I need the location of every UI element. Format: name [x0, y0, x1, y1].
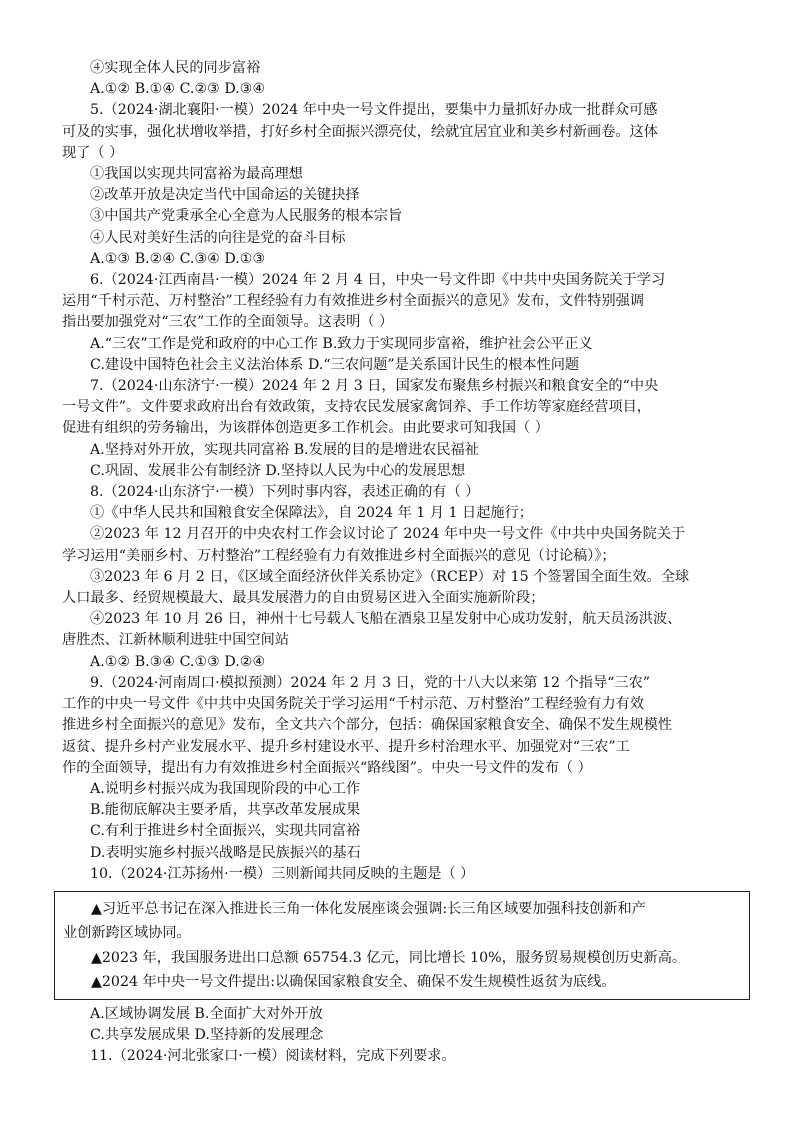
- news-item-3: ▲2024 年中央一号文件提出:以确保国家粮食安全、确保不发生规模性返贫为底线。: [91, 974, 616, 991]
- q7-stem-line-2: 一号文件”。文件要求政府出台有效政策，支持农民发展家禽饲养、手工作坊等家庭经营项目，: [62, 399, 651, 416]
- q11-stem: 11.（2024·河北张家口·一模）阅读材料，完成下列要求。: [90, 1048, 456, 1065]
- question-7: [62, 376, 742, 482]
- question-5: [62, 100, 742, 270]
- q5-option-1: ①我国以实现共同富裕为最高理想: [90, 166, 303, 183]
- q10-stem: 10.（2024·江苏扬州·一模）三则新闻共同反映的主题是（ ）: [90, 865, 475, 882]
- q8-stem: 8.（2024·山东济宁·一模）下列时事内容，表述正确的有（ ）: [90, 484, 480, 501]
- q5-stem-line-3: 现了（ ）: [62, 144, 124, 161]
- q5-option-2: ②改革开放是决定当代中国命运的关键抉择: [90, 187, 360, 204]
- q9-option-c: C.有利于推进乡村全面振兴，实现共同富裕: [90, 823, 361, 840]
- q8-choices: A.①② B.③④ C.①③ D.②④: [90, 653, 266, 670]
- q6-options-cd: C.建设中国特色社会主义法治体系 D.“三农问题”是关系国计民生的根本性问题: [90, 356, 580, 373]
- q9-stem-line-5: 作的全面领导，提出有力有效推进乡村全面振兴“路线图”。中央一号文件的发布（ ）: [62, 759, 592, 776]
- q8-item-4-line-1: ④2023 年 10 月 26 日，神州十七号载人飞船在酒泉卫星发射中心成功发射，航天员汤洪波、: [90, 611, 682, 628]
- q9-stem-line-3: 推进乡村全面振兴的意见》发布，全文共六个部分，包括：确保国家粮食安全、确保不发生规模性: [62, 717, 673, 734]
- q8-item-3-line-2: 人口最多、经贸规模最大、最具发展潜力的自由贸易区进入全面实施新阶段；: [62, 590, 545, 607]
- q6-stem-line-3: 指出要加强党对“三农”工作的全面领导。这表明（ ）: [62, 314, 394, 331]
- q5-stem-line-1: 5.（2024·湖北襄阳·一模）2024 年中央一号文件提出，要集中力量抓好办成一批群众可感: [90, 102, 658, 119]
- q10-options-ab: A.区域协调发展 B.全面扩大对外开放: [90, 1005, 323, 1022]
- q9-option-b: B.能彻底解决主要矛盾，共享改革发展成果: [90, 802, 361, 819]
- exam-page: [62, 58, 742, 1068]
- news-item-2: ▲2023 年，我国服务进出口总额 65754.3 亿元，同比增长 10%，服务贸易规模创历史新高。: [91, 949, 687, 966]
- question-11: [62, 1046, 742, 1067]
- q6-options-ab: A.“三农”工作是党和政府的中心工作 B.致力于实现同步富裕，维护社会公平正义: [90, 335, 593, 352]
- q4-choices: A.①② B.①④ C.②③ D.③④: [90, 81, 266, 98]
- q9-option-a: A.说明乡村振兴成为我国现阶段的中心工作: [90, 780, 361, 797]
- q9-stem-line-2: 工作的中央一号文件《中共中央国务院关于学习运用“千村示范、万村整治”工程经验有力有效: [62, 696, 645, 713]
- q8-item-1: ①《中华人民共和国粮食安全保障法》，自 2024 年 1 月 1 日起施行；: [90, 505, 533, 522]
- q7-options-cd: C.巩固、发展非公有制经济 D.坚持以人民为中心的发展思想: [90, 462, 466, 479]
- q8-item-2-line-1: ②2023 年 12 月召开的中央农村工作会议讨论了 2024 年中央一号文件《中共中央国务院关于: [90, 526, 686, 543]
- q7-options-ab: A.坚持对外开放，实现共同富裕 B.发展的目的是增进农民福祉: [90, 441, 479, 458]
- q9-stem-line-4: 返贫、提升乡村产业发展水平、提升乡村建设水平、提升乡村治理水平、加强党对“三农”工: [62, 738, 630, 755]
- q9-option-d: D.表明实施乡村振兴战略是民族振兴的基石: [90, 844, 361, 861]
- q9-stem-line-1: 9.（2024·河南周口·模拟预测）2024 年 2 月 3 日，党的十八大以来第 12 个指导“三农”: [90, 674, 651, 691]
- question-4-tail: [62, 58, 742, 100]
- q5-option-4: ④人民对美好生活的向往是党的奋斗目标: [90, 229, 346, 246]
- q8-item-4-line-2: 唐胜杰、江新林顺利进驻中国空间站: [62, 632, 290, 649]
- question-6: [62, 270, 742, 376]
- q7-stem-line-1: 7.（2024·山东济宁·一模）2024 年 2 月 3 日，国家发布聚焦乡村振兴和粮食安全的“中央: [90, 378, 659, 395]
- news-item-1-line-2: 业创新跨区域协同。: [63, 925, 191, 942]
- question-9: [62, 673, 742, 864]
- q10-options-cd: C.共享发展成果 D.坚持新的发展理念: [90, 1027, 324, 1044]
- news-item-1-line-1: ▲习近平总书记在深入推进长三角一体化发展座谈会强调:长三角区域要加强科技创新和产: [91, 900, 646, 917]
- q5-option-3: ③中国共产党秉承全心全意为人民服务的根本宗旨: [90, 208, 403, 225]
- question-10: [62, 864, 742, 1047]
- q5-choices: A.①③ B.②④ C.③④ D.①③: [90, 250, 266, 267]
- question-8: [62, 482, 742, 673]
- q4-option-4: ④实现全体人民的同步富裕: [90, 60, 261, 76]
- news-box: [54, 891, 750, 1000]
- q8-item-3-line-1: ③2023 年 6 月 2 日，《区域全面经济伙伴关系协定》（RCEP）对 15 个签署国全面生效。全球: [90, 568, 690, 585]
- q5-stem-line-2: 可及的实事，强化状增收举措，打好乡村全面振兴漂亮仗，绘就宜居宜业和美乡村新画卷。这体: [62, 123, 658, 140]
- q7-stem-line-3: 促进有组织的劳务输出，为该群体创造更多工作机会。由此要求可知我国（ ）: [62, 420, 549, 437]
- q8-item-2-line-2: 学习运用“美丽乡村、万村整治”工程经验有力有效推进乡村全面振兴的意见（讨论稿）》；: [62, 547, 616, 564]
- q6-stem-line-2: 运用“千村示范、万村整治”工程经验有力有效推进乡村全面振兴的意见》发布，文件特别强调: [62, 293, 645, 310]
- q6-stem-line-1: 6.（2024·江西南昌·一模）2024 年 2 月 4 日，中央一号文件即《中共中央国务院关于学习: [90, 272, 666, 289]
